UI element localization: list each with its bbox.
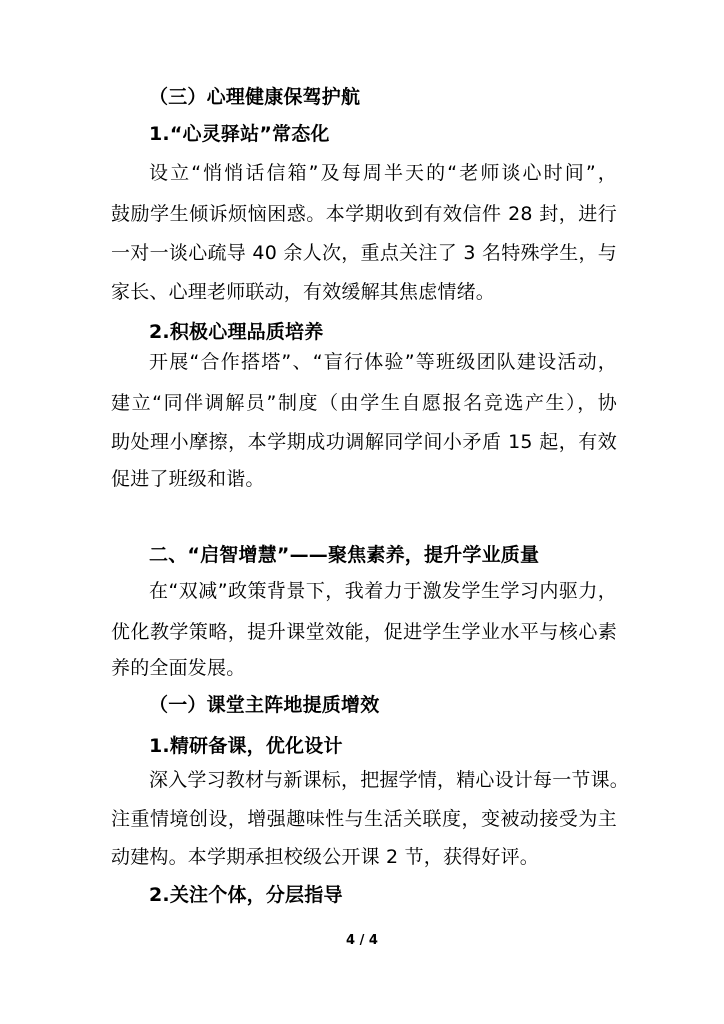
part-heading-academic-quality: 二、“启智增慧”——聚焦素养，提升学业质量 (149, 544, 540, 566)
paragraph-line: 深入学习教材与新课标，把握学情，精心设计每一节课。 (149, 769, 630, 791)
paragraph-line: 在“双减”政策背景下，我着力于激发学生学习内驱力， (149, 580, 617, 602)
paragraph-line: 助处理小摩擦，本学期成功调解同学间小矛盾 15 起，有效 (111, 431, 617, 453)
paragraph-line: 家长、心理老师联动，有效缓解其焦虑情绪。 (111, 281, 496, 303)
paragraph-line: 优化教学策略，提升课堂效能，促进学生学业水平与核心素 (111, 621, 617, 643)
subheading-positive-psychology: 2.积极心理品质培养 (149, 321, 324, 343)
paragraph-line: 一对一谈心疏导 40 余人次，重点关注了 3 名特殊学生，与 (111, 242, 617, 264)
paragraph-line: 鼓励学生倾诉烦恼困惑。本学期收到有效信件 28 封，进行 (111, 203, 617, 225)
subheading-heart-station: 1.“心灵驿站”常态化 (149, 123, 330, 145)
subheading-individual-guidance: 2.关注个体，分层指导 (149, 884, 343, 906)
section-heading-mental-health: （三）心理健康保驾护航 (149, 86, 361, 108)
paragraph-line: 促进了班级和谐。 (111, 468, 265, 490)
subheading-lesson-prep: 1.精研备课，优化设计 (149, 735, 343, 757)
paragraph-line: 开展“合作搭塔”、“盲行体验”等班级团队建设活动， (149, 351, 617, 373)
paragraph-line: 养的全面发展。 (111, 657, 246, 679)
paragraph-line: 设立“悄悄话信箱”及每周半天的“老师谈心时间”， (149, 162, 617, 184)
paragraph-line: 动建构。本学期承担校级公开课 2 节，获得好评。 (111, 846, 539, 868)
paragraph-line: 注重情境创设，增强趣味性与生活关联度，变被动接受为主 (111, 808, 617, 830)
page-number: 4 / 4 (346, 933, 378, 948)
section-heading-classroom: （一）课堂主阵地提质增效 (149, 694, 380, 716)
paragraph-line: 建立“同伴调解员”制度（由学生自愿报名竞选产生），协 (111, 392, 617, 414)
